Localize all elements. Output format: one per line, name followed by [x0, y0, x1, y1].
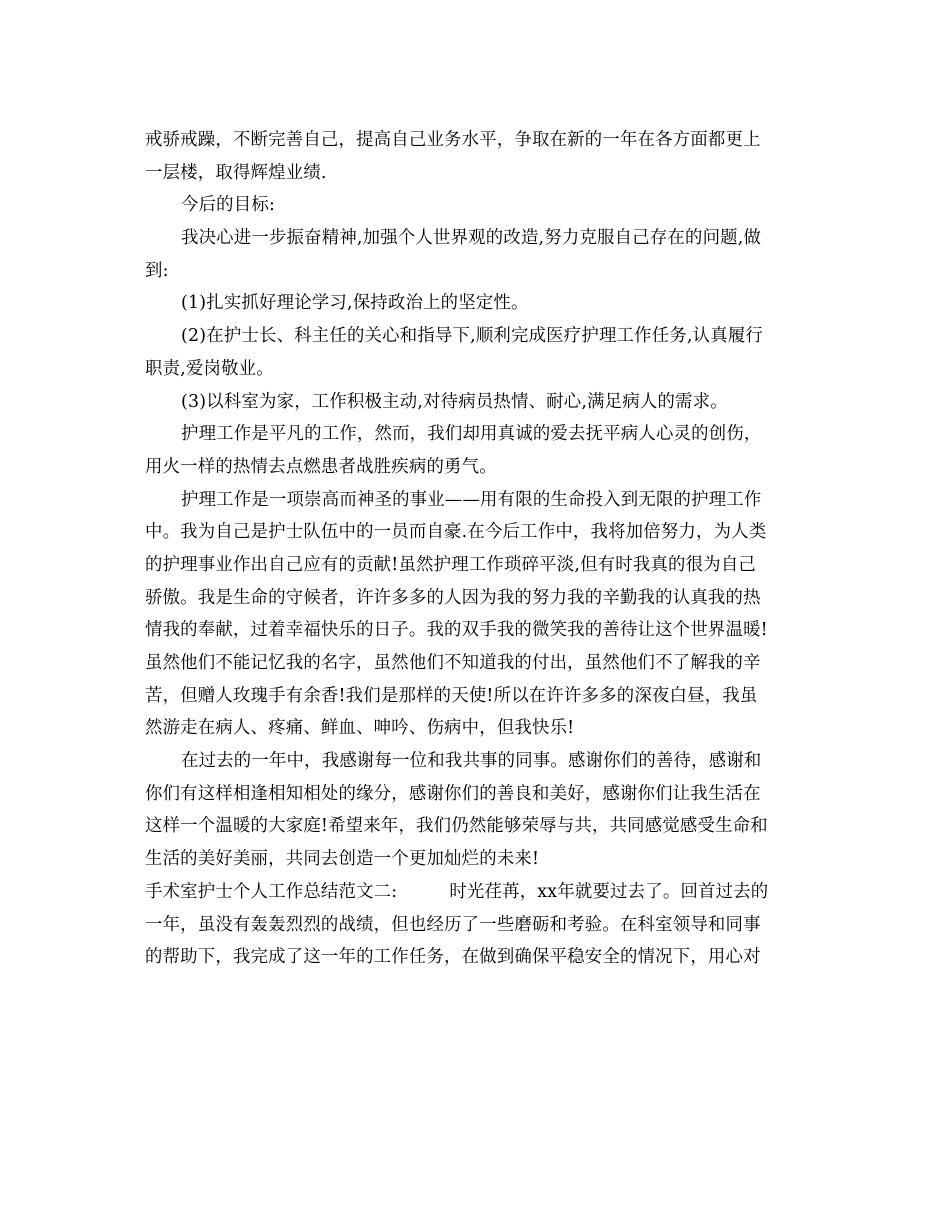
section-heading: 手术室护士个人工作总结范文二: — [145, 881, 398, 902]
text-line: 我决心进一步振奋精神,加强个人世界观的改造,努力克服自己存在的问题,做 — [181, 228, 762, 249]
text-line: 职责,爱岗敬业。 — [145, 358, 274, 379]
text-line: (3)以科室为家，工作积极主动,对待病员热情、耐心,满足病人的需求。 — [181, 391, 728, 412]
text-line: 情我的奉献，过着幸福快乐的日子。我的双手我的微笑我的善待让这个世界温暖! — [145, 620, 768, 641]
text-line: 今后的目标: — [181, 195, 276, 216]
text-line: 然游走在病人、疼痛、鲜血、呻吟、伤病中，但我快乐! — [145, 718, 575, 739]
text-line: (2)在护士长、科主任的关心和指导下,顺利完成医疗护理工作任务,认真履行 — [181, 326, 764, 347]
text-line: 一层楼，取得辉煌业绩. — [145, 162, 327, 183]
text-line: 生活的美好美丽，共同去创造一个更加灿烂的未来! — [145, 849, 540, 870]
text-line: (1)扎实抓好理论学习,保持政治上的坚定性。 — [181, 293, 529, 314]
text-line: 的帮助下，我完成了这一年的工作任务，在做到确保平稳安全的情况下，用心对 — [145, 947, 761, 968]
text-line: 戒骄戒躁，不断完善自己，提高自己业务水平，争取在新的一年在各方面都更上 — [145, 130, 761, 150]
text-line: 护理工作是平凡的工作，然而，我们却用真诚的爱去抚平病人心灵的创伤， — [181, 424, 762, 445]
text-line: 到: — [145, 260, 169, 281]
text-line: 虽然他们不能记忆我的名字，虽然他们不知道我的付出，虽然他们不了解我的辛 — [145, 653, 761, 673]
document-body — [145, 124, 810, 974]
section-heading-line — [145, 876, 810, 909]
text-line: 用火一样的热情去点燃患者战胜疾病的勇气。 — [145, 456, 497, 477]
text-line: 一年，虽没有轰轰烈烈的战绩，但也经历了一些磨砺和考验。在科室领导和同事 — [145, 914, 761, 935]
text-line: 的护理事业作出自己应有的贡献!虽然护理工作琐碎平淡,但有时我真的很为自己 — [145, 554, 757, 575]
text-line: 中。我为自己是护士队伍中的一员而自豪.在今后工作中，我将加倍努力，为人类 — [145, 522, 767, 543]
text-line: 这样一个温暖的大家庭!希望来年，我们仍然能够荣辱与共，共同感觉感受生命和 — [145, 816, 768, 837]
text-line: 骄傲。我是生命的守候者，许许多多的人因为我的努力我的辛勤我的认真我的热 — [145, 587, 761, 608]
section-opening-text: 时光荏苒，xx年就要过去了。回首过去的 — [449, 881, 769, 902]
text-line: 护理工作是一项崇高而神圣的事业——用有限的生命投入到无限的护理工作 — [181, 489, 762, 510]
text-line: 在过去的一年中，我感谢每一位和我共事的同事。感谢你们的善待，感谢和 — [181, 751, 762, 772]
text-line: 你们有这样相逢相知相处的缘分，感谢你们的善良和美好，感谢你们让我生活在 — [145, 783, 761, 804]
text-line: 苦，但赠人玫瑰手有余香!我们是那样的天使!所以在许许多多的深夜白昼，我虽 — [145, 685, 758, 706]
